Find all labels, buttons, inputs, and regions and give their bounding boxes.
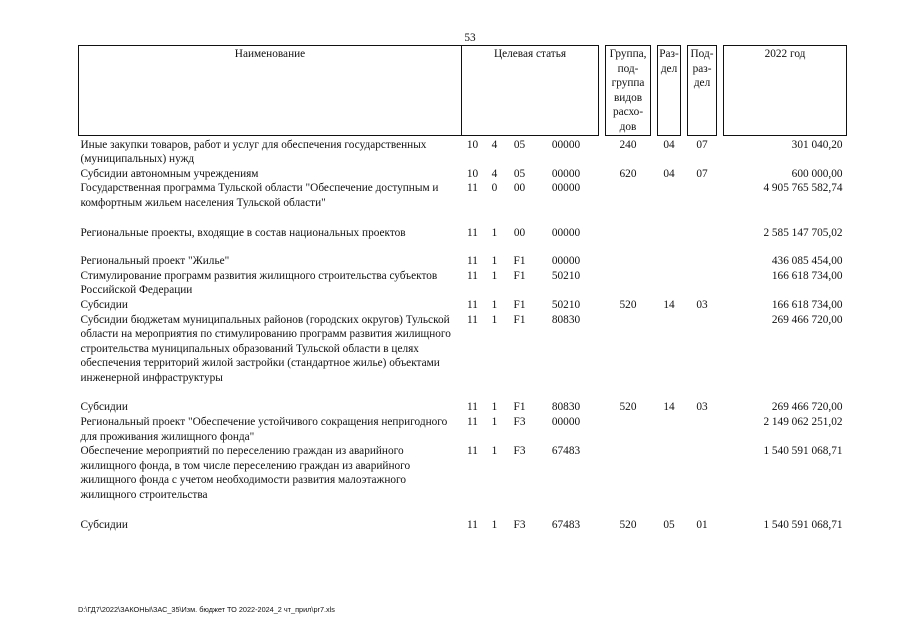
page-number: 53	[464, 32, 476, 44]
row-amount: 2 149 062 251,02	[763, 416, 843, 429]
row-name: Обеспечение мероприятий по переселению граждан из аварийного жилищного фонда, в том числе переселению граждан из аварийного жилищного фонда с учетом необходимости развития малоэтажного жилищного строительства	[80, 445, 411, 502]
row-subsection	[688, 415, 717, 444]
row-name: Государственная программа Тульской области "Обеспечение доступным и комфортным жильем населения Тульской области"	[80, 182, 439, 209]
footer-file-path: D:\ГД7\2022\ЗАКОНЫ\ЗАС_35\Изм. бюджет ТО 2022-2024_2 чт_прил\pr7.xls	[78, 605, 335, 614]
row-code-direction: F3	[513, 445, 526, 458]
table-row	[79, 313, 847, 401]
row-code-number: 00000	[551, 167, 581, 180]
row-subsection	[688, 254, 717, 269]
row-subsection: 03	[696, 298, 708, 311]
row-amount: 4 905 765 582,74	[763, 182, 843, 195]
row-expense-group	[606, 254, 651, 269]
table-row	[79, 269, 847, 298]
table-header-row	[79, 46, 847, 136]
row-amount: 436 085 454,00	[771, 255, 843, 268]
row-code-program: 11	[467, 226, 478, 239]
row-subsection	[688, 444, 717, 517]
row-code-direction: 00	[513, 182, 526, 195]
table-row	[79, 167, 847, 182]
row-name: Региональный проект "Жилье"	[80, 255, 230, 268]
row-code-subprogram: 1	[491, 445, 498, 458]
row-code-subprogram: 1	[491, 226, 498, 239]
row-code-number: 67483	[551, 445, 581, 458]
row-amount: 166 618 734,00	[771, 298, 843, 311]
row-code-number: 80830	[551, 401, 581, 414]
row-code-program: 10	[466, 138, 479, 151]
row-subsection: 07	[696, 138, 708, 151]
row-expense-group: 240	[619, 138, 637, 151]
row-section: 14	[663, 298, 675, 311]
row-name: Субсидии	[80, 518, 128, 531]
row-code-direction: 05	[513, 167, 526, 180]
row-subsection: 03	[696, 401, 708, 414]
row-code-number: 00000	[551, 226, 581, 239]
row-section: 04	[663, 167, 675, 180]
budget-table	[78, 45, 847, 532]
row-name: Иные закупки товаров, работ и услуг для обеспечения государственных (муниципальных) нужд	[80, 138, 427, 166]
header-subsection: Под- раз- дел	[688, 46, 717, 136]
row-expense-group	[606, 269, 651, 298]
row-subsection: 07	[696, 167, 708, 180]
table-row	[79, 415, 847, 444]
row-code-direction: 05	[513, 138, 526, 151]
row-code-number: 80830	[551, 313, 581, 326]
row-amount: 301 040,20	[791, 138, 843, 151]
row-subsection	[688, 226, 717, 255]
table-row	[79, 298, 847, 313]
row-code-direction: F3	[513, 518, 526, 531]
table-row	[79, 254, 847, 269]
row-code-program: 10	[466, 167, 479, 180]
header-year: 2022 год	[724, 46, 847, 136]
row-subsection	[688, 313, 717, 401]
row-expense-group	[606, 226, 651, 255]
row-section	[658, 269, 681, 298]
header-name: Наименование	[79, 46, 462, 136]
row-code-subprogram: 0	[491, 182, 498, 195]
row-code-program: 11	[467, 298, 478, 311]
row-code-program: 11	[467, 518, 478, 531]
table-body	[79, 135, 847, 532]
row-name: Субсидии бюджетам муниципальных районов (городских округов) Тульской области на мероприятия по стимулированию программ развития жилищного строительства муниципальных образований Тульской области в целях обеспечения территорий жилой застройки (стандартное жилье) объектами инженерной инфраструктуры	[80, 313, 451, 384]
row-code-number: 00000	[551, 255, 581, 268]
table-row	[79, 226, 847, 255]
table-row	[79, 518, 847, 533]
row-section	[658, 444, 681, 517]
row-code-subprogram: 1	[491, 518, 498, 531]
row-expense-group	[606, 181, 651, 225]
row-amount: 2 585 147 705,02	[763, 226, 843, 239]
row-code-direction: F1	[513, 401, 526, 414]
row-section: 14	[663, 401, 675, 414]
row-code-number: 67483	[551, 518, 581, 531]
row-code-program: 11	[467, 401, 478, 414]
row-expense-group	[606, 444, 651, 517]
row-code-number: 00000	[551, 182, 581, 195]
row-code-program: 11	[467, 269, 478, 282]
row-code-subprogram: 4	[491, 138, 498, 151]
row-name: Региональный проект "Обеспечение устойчивого сокращения непригодного для проживания жилищного фонда"	[80, 416, 448, 443]
row-amount: 1 540 591 068,71	[763, 445, 843, 458]
row-section	[658, 181, 681, 225]
row-code-direction: F3	[513, 416, 526, 429]
header-target-article: Целевая статья	[462, 46, 599, 136]
row-subsection: 01	[696, 518, 708, 531]
table-row	[79, 444, 847, 517]
row-name: Субсидии автономным учреждениям	[80, 167, 259, 180]
row-code-direction: F1	[513, 313, 526, 326]
row-section	[658, 254, 681, 269]
header-section: Раз- дел	[658, 46, 681, 136]
row-code-program: 11	[467, 416, 478, 429]
row-amount: 600 000,00	[791, 167, 843, 180]
row-name: Стимулирование программ развития жилищного строительства субъектов Российской Федерации	[80, 269, 438, 297]
row-code-subprogram: 1	[491, 416, 498, 429]
row-code-direction: F1	[513, 269, 526, 282]
row-name: Региональные проекты, входящие в состав национальных проектов	[80, 226, 406, 239]
row-code-direction: 00	[513, 226, 526, 239]
row-expense-group	[606, 415, 651, 444]
row-subsection	[688, 181, 717, 225]
row-section	[658, 415, 681, 444]
row-code-program: 11	[467, 255, 478, 268]
row-code-program: 11	[467, 182, 478, 195]
row-code-subprogram: 1	[491, 298, 498, 311]
row-section: 05	[663, 518, 675, 531]
row-code-subprogram: 1	[491, 255, 498, 268]
row-section	[658, 313, 681, 401]
row-name: Субсидии	[80, 401, 128, 414]
row-amount: 166 618 734,00	[771, 269, 843, 282]
row-code-program: 11	[467, 445, 478, 458]
row-code-subprogram: 1	[491, 401, 498, 414]
row-amount: 1 540 591 068,71	[763, 518, 843, 531]
row-amount: 269 466 720,00	[771, 401, 843, 414]
row-subsection	[688, 269, 717, 298]
row-code-number: 50210	[551, 269, 581, 282]
row-code-number: 50210	[551, 298, 581, 311]
row-code-number: 00000	[551, 138, 581, 151]
row-code-program: 11	[467, 313, 478, 326]
row-expense-group: 620	[619, 167, 637, 180]
row-code-direction: F1	[513, 298, 526, 311]
row-code-subprogram: 4	[491, 167, 498, 180]
row-section	[658, 226, 681, 255]
table-row	[79, 135, 847, 167]
row-expense-group: 520	[619, 518, 637, 531]
row-code-subprogram: 1	[491, 269, 498, 282]
row-name: Субсидии	[80, 298, 128, 311]
header-group: Группа, под- группа видов расхо- дов	[606, 46, 651, 136]
row-code-subprogram: 1	[491, 313, 498, 326]
row-code-direction: F1	[513, 255, 526, 268]
row-expense-group	[606, 313, 651, 401]
row-code-number: 00000	[551, 416, 581, 429]
row-amount: 269 466 720,00	[771, 313, 843, 326]
row-expense-group: 520	[619, 401, 637, 414]
row-expense-group: 520	[619, 298, 637, 311]
table-row	[79, 181, 847, 225]
row-section: 04	[663, 138, 675, 151]
table-row	[79, 400, 847, 415]
